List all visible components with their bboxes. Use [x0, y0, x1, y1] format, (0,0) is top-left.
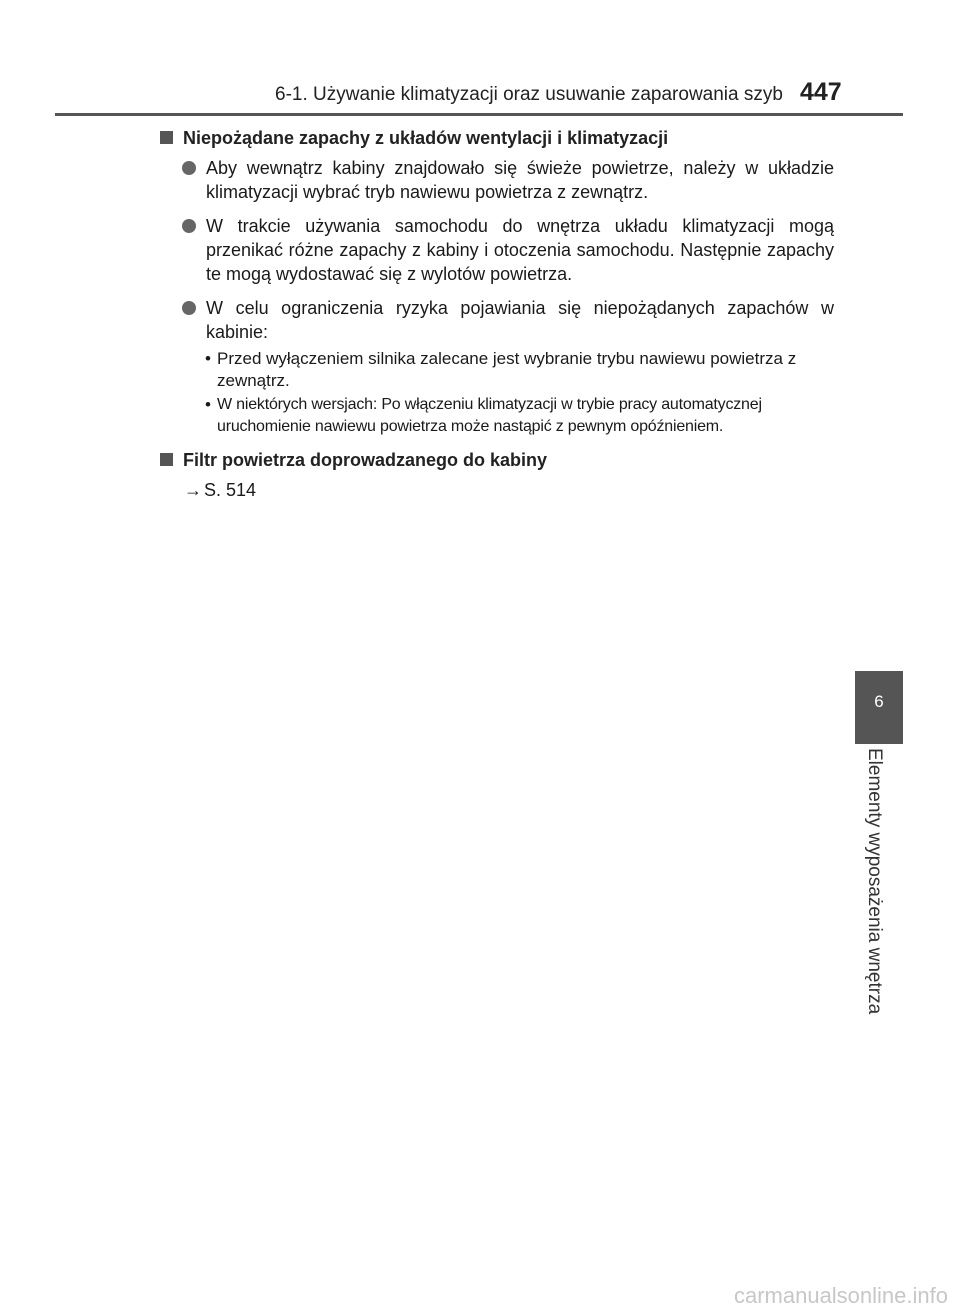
square-bullet-icon [160, 131, 173, 144]
list-item [182, 214, 834, 286]
chapter-tab [855, 671, 903, 744]
sub-list [205, 348, 834, 438]
chapter-label: Elementy wyposażenia wnętrza [864, 748, 885, 1015]
section-heading-text: Niepożądane zapachy z układów wentylacji i klimatyzacji [183, 128, 669, 148]
section-heading-text: Filtr powietrza doprowadzanego do kabiny [183, 450, 548, 470]
sub-list-item [205, 348, 834, 392]
page-reference[interactable] [184, 478, 834, 502]
section-heading [160, 448, 834, 472]
section-heading [160, 126, 834, 150]
circle-bullet-icon [182, 161, 196, 175]
page-content [160, 126, 834, 502]
page-header [0, 0, 960, 118]
circle-bullet-icon [182, 301, 196, 315]
arrow-right-icon: → [184, 480, 202, 500]
page-number: 447 [800, 78, 842, 106]
sub-list-item [205, 394, 834, 438]
header-divider [55, 113, 903, 116]
dot-bullet-icon: • [205, 395, 211, 414]
chapter-number: 6 [874, 692, 884, 711]
header-title: 6-1. Używanie klimatyzacji oraz usuwanie zaparowania szyb [275, 84, 783, 105]
page-reference-text: S. 514 [204, 480, 257, 500]
list-item-text: W celu ograniczenia ryzyka pojawiania się niepożądanych zapachów w kabinie: [206, 298, 834, 342]
square-bullet-icon [160, 453, 173, 466]
sub-list-item-text: Przed wyłączeniem silnika zalecane jest wybranie trybu nawiewu powietrza z zewnątrz. [217, 349, 797, 390]
list-item [182, 296, 834, 344]
dot-bullet-icon: • [205, 349, 211, 368]
list-item-text: W trakcie używania samochodu do wnętrza układu klimatyzacji mogą przenikać różne zapachy z kabiny i otoczenia samochodu. Następnie zapachy te mogą wydostawać się z wylotów powietrza. [206, 216, 834, 284]
list-item-text: Aby wewnątrz kabiny znajdowało się świeże powietrze, należy w układzie klimatyzacji wybrać tryb nawiewu powietrza z zewnątrz. [206, 158, 834, 202]
circle-bullet-icon [182, 219, 196, 233]
sub-list-item-text: W niektórych wersjach: Po włączeniu klimatyzacji w trybie pracy automatycznej uruchomienie nawiewu powietrza może nastąpić z pewnym opóźnieniem. [217, 396, 762, 435]
watermark: carmanualsonline.info [733, 1283, 948, 1308]
list-item [182, 156, 834, 204]
